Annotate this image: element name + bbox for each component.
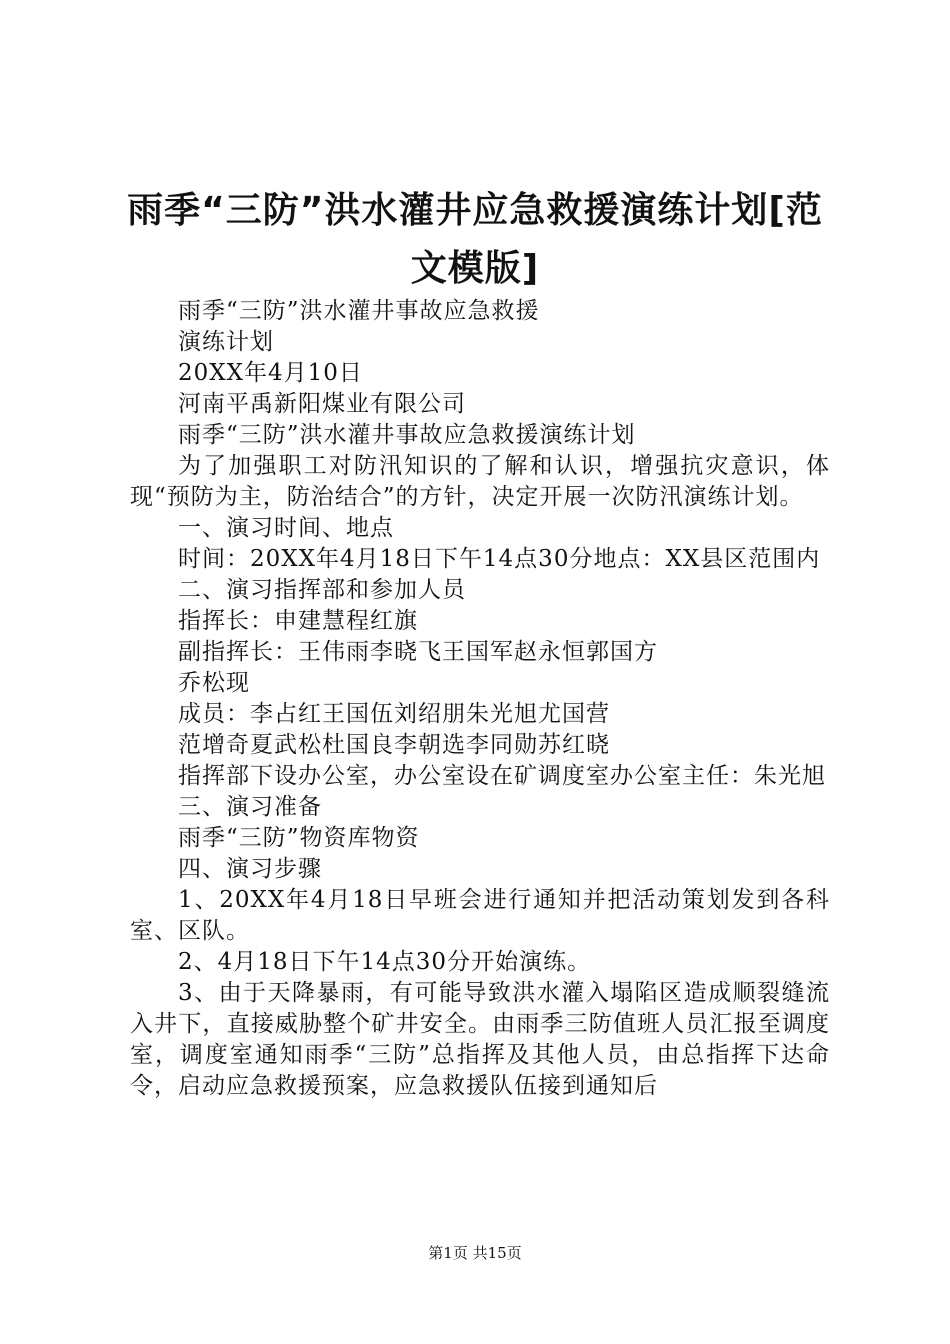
- paragraph: 成员：李占红王国伍刘绍朋朱光旭尤国营: [178, 701, 610, 727]
- paragraph: 雨季“三防”洪水灌井事故应急救援演练计划: [178, 422, 636, 448]
- paragraph: 乔松现: [178, 670, 250, 696]
- paragraph: 演练计划: [178, 329, 274, 355]
- paragraph: 20XX年4月10日: [178, 360, 363, 386]
- paragraph: 为了加强职工对防汛知识的了解和认识，增强抗灾意识，体现“预防为主，防治结合”的方针，决定开展一次防汛演练计划。: [130, 453, 830, 510]
- paragraph: 3、由于天降暴雨，有可能导致洪水灌入塌陷区造成顺裂缝流入井下，直接威胁整个矿井安全。由雨季三防值班人员汇报至调度室，调度室通知雨季“三防”总指挥及其他人员，由总指挥下达命令，启动应急救援预案，应急救援队伍接到通知后: [130, 980, 830, 1099]
- document-title-line-1: 雨季“三防”洪水灌井应急救援演练计划[范: [127, 190, 823, 231]
- paragraph: 副指挥长：王伟雨李晓飞王国军赵永恒郭国方: [178, 639, 658, 665]
- paragraph: 河南平禹新阳煤业有限公司: [178, 391, 466, 417]
- section-heading: 四、演习步骤: [178, 856, 322, 882]
- page-number-footer: 第1页 共15页: [428, 1244, 522, 1262]
- paragraph: 范增奇夏武松杜国良李朝选李同勋苏红晓: [178, 732, 610, 758]
- paragraph: 雨季“三防”物资库物资: [178, 825, 420, 851]
- paragraph: 指挥长：申建慧程红旗: [178, 608, 418, 634]
- paragraph: 1、20XX年4月18日早班会进行通知并把活动策划发到各科室、区队。: [130, 887, 830, 944]
- document-body: [130, 296, 830, 1102]
- document-title-line-2: 文模版]: [410, 248, 540, 289]
- paragraph: 雨季“三防”洪水灌井事故应急救援: [178, 298, 540, 324]
- section-heading: 三、演习准备: [178, 794, 322, 820]
- section-heading: 二、演习指挥部和参加人员: [178, 577, 466, 603]
- paragraph: 2、4月18日下午14点30分开始演练。: [178, 949, 592, 975]
- paragraph: 指挥部下设办公室，办公室设在矿调度室办公室主任：朱光旭: [178, 763, 826, 789]
- paragraph: 时间：20XX年4月18日下午14点30分地点：XX县区范围内: [178, 546, 821, 572]
- section-heading: 一、演习时间、地点: [178, 515, 394, 541]
